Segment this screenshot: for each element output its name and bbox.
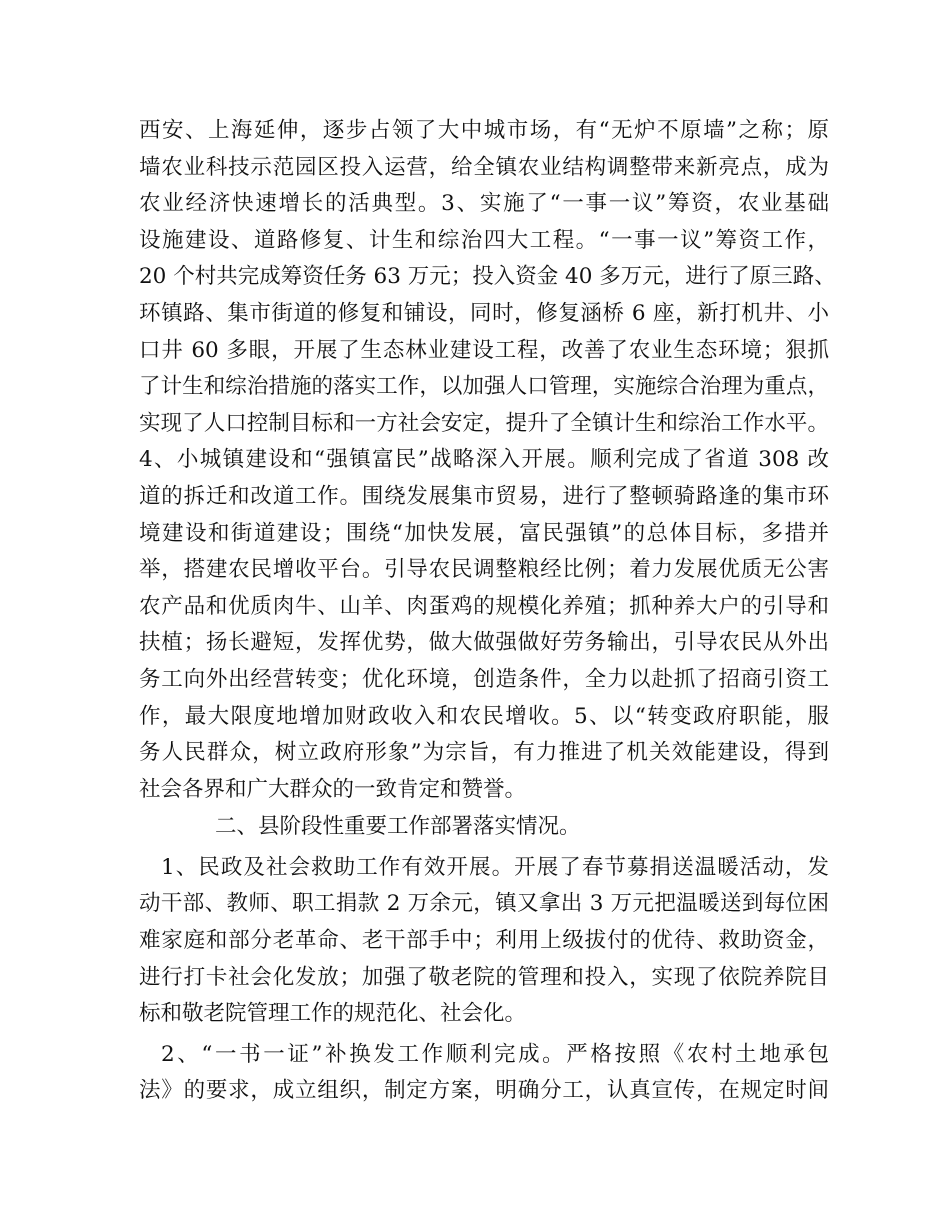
paragraph-summary <box>139 113 836 808</box>
text-line: 社会各界和广大群众的一致肯定和赞誉。 <box>139 776 527 802</box>
text-line: 农业经济快速增长的活典型。3、实施了“一事一议”筹资，农业基础 <box>139 191 829 217</box>
paragraph-civil-affairs <box>139 850 829 1033</box>
text-line: 环镇路、集市街道的修复和铺设，同时，修复涵桥 6 座，新打机井、小 <box>139 300 829 326</box>
text-line: 扶植；扬长避短，发挥优势，做大做强做好劳务输出，引导农民从外出 <box>139 630 829 656</box>
text-line: 1、民政及社会救助工作有效开展。开展了春节募捐送温暖活动，发 <box>161 854 829 880</box>
text-line: 务工向外出经营转变；优化环境，创造条件，全力以赴抓了招商引资工 <box>139 666 829 692</box>
text-line: 法》的要求，成立组织，制定方案，明确分工，认真宣传，在规定时间 <box>139 1078 829 1104</box>
paragraph-land-certificate <box>139 1037 829 1110</box>
text-line: 西安、上海延伸，逐步占领了大中城市场，有“无炉不原墙”之称；原 <box>139 118 829 143</box>
section-heading: 二、县阶段性重要工作部署落实情况。 <box>215 814 581 840</box>
text-line: 举，搭建农民增收平台。引导农民调整粮经比例；着力发展优质无公害 <box>139 557 829 583</box>
text-line: 境建设和街道建设；围绕“加快发展，富民强镇”的总体目标，多措并 <box>139 520 829 546</box>
text-line: 农产品和优质肉牛、山羊、肉蛋鸡的规模化养殖；抓种养大户的引导和 <box>139 593 829 619</box>
text-line: 动干部、教师、职工捐款 2 万余元，镇又拿出 3 万元把温暖送到每位困 <box>139 891 829 917</box>
text-line: 4、小城镇建设和“强镇富民”战略深入开展。顺利完成了省道 308 改 <box>139 447 829 473</box>
text-line: 2、“一书一证”补换发工作顺利完成。严格按照《农村土地承包 <box>161 1041 829 1067</box>
text-line: 道的拆迁和改道工作。围绕发展集市贸易，进行了整顿骑路逢的集市环 <box>139 483 829 509</box>
text-line: 墙农业科技示范园区投入运营，给全镇农业结构调整带来新亮点，成为 <box>139 154 829 180</box>
text-line: 了计生和综治措施的落实工作，以加强人口管理，实施综合治理为重点， <box>139 374 829 400</box>
text-line: 难家庭和部分老革命、老干部手中；利用上级拔付的优待、救助资金， <box>139 928 829 954</box>
text-line: 口井 60 多眼，开展了生态林业建设工程，改善了农业生态环境；狠抓 <box>139 337 829 363</box>
text-line: 作，最大限度地增加财政收入和农民增收。5、以“转变政府职能，服 <box>139 703 829 729</box>
text-line: 进行打卡社会化发放；加强了敬老院的管理和投入，实现了依院养院目 <box>139 964 829 990</box>
text-line: 务人民群众，树立政府形象”为宗旨，有力推进了机关效能建设，得到 <box>139 740 829 766</box>
text-line: 实现了人口控制目标和一方社会安定，提升了全镇计生和综治工作水平。 <box>139 410 829 436</box>
text-line: 20 个村共完成筹资任务 63 万元；投入资金 40 多万元，进行了原三路、 <box>139 264 836 290</box>
text-line: 标和敬老院管理工作的规范化、社会化。 <box>139 1001 527 1027</box>
document-body <box>139 113 836 1110</box>
text-line: 设施建设、道路修复、计生和综治四大工程。“一事一议”筹资工作， <box>139 227 829 253</box>
